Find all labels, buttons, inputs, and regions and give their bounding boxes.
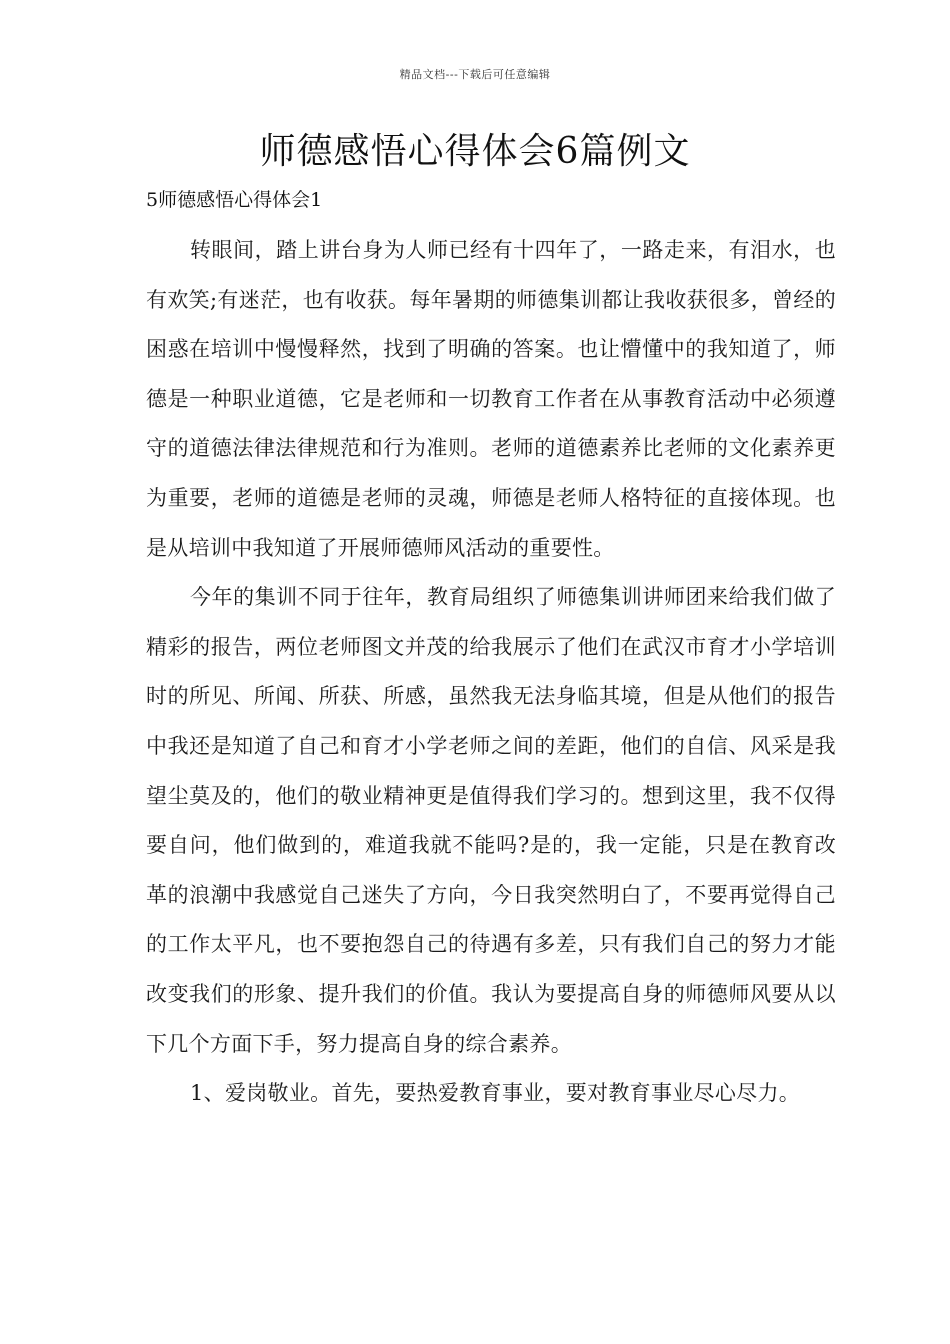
paragraph: 今年的集训不同于往年，教育局组织了师德集训讲师团来给我们做了精彩的报告，两位老师图文并茂的给我展示了他们在武汉市育才小学培训时的所见、所闻、所获、所感，虽然我无法身临其境，但是从他们的报告中我还是知道了自己和育才小学老师之间的差距，他们的自信、风采是我望尘莫及的，他们的敬业精神更是值得我们学习的。想到这里，我不仅得要自问，他们做到的，难道我就不能吗?是的，我一定能，只是在教育改革的浪潮中我感觉自己迷失了方向，今日我突然明白了，不要再觉得自己的工作太平凡，也不要抱怨自己的待遇有多差，只有我们自己的努力才能改变我们的形象、提升我们的价值。我认为要提高自身的师德师风要从以下几个方面下手，努力提高自身的综合素养。	[146, 585, 836, 1056]
document-title: 师德感悟心得体会6篇例文	[259, 131, 691, 172]
paragraph: 1、爱岗敬业。首先，要热爱教育事业，要对教育事业尽心尽力。	[190, 1081, 801, 1106]
paragraph: 转眼间，踏上讲台身为人师已经有十四年了，一路走来，有泪水，也有欢笑;有迷茫，也有收获。每年暑期的师德集训都让我收获很多，曾经的困惑在培训中慢慢释然，找到了明确的答案。也让懵懂中的我知道了，师德是一种职业道德，它是老师和一切教育工作者在从事教育活动中必须遵守的道德法律法律规范和行为准则。老师的道德素养比老师的文化素养更为重要，老师的道德是老师的灵魂，师德是老师人格特征的直接体现。也是从培训中我知道了开展师德师风活动的重要性。	[146, 238, 836, 560]
section-heading: 5师德感悟心得体会1	[146, 189, 323, 211]
document-body	[146, 226, 836, 1119]
header-note: 精品文档---下载后可任意编辑	[399, 68, 551, 81]
